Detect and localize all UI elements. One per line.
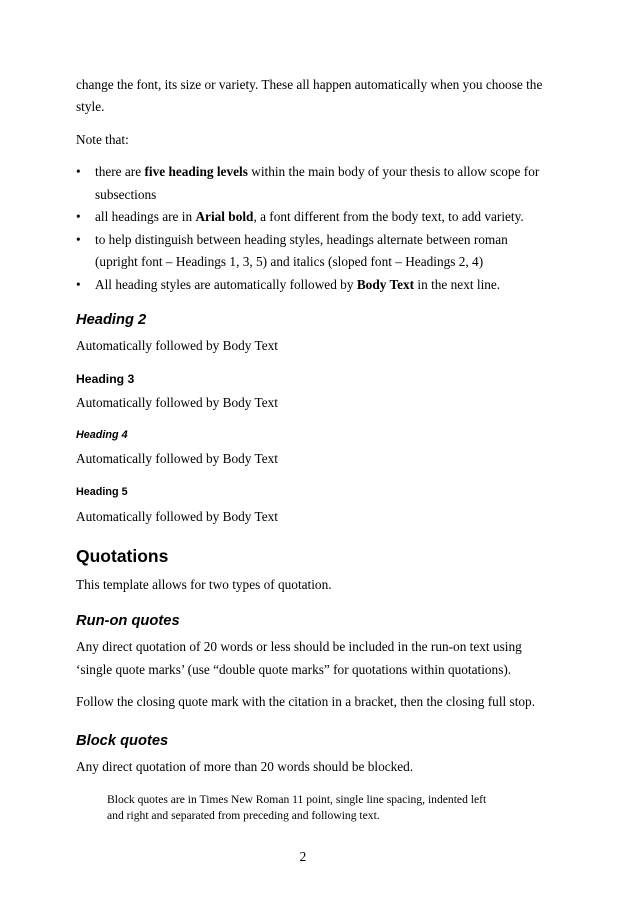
- heading-2-demo-body: Automatically followed by Body Text: [76, 338, 278, 353]
- run-on-para-1-line-1: Any direct quotation of 20 words or less should be included in the run-on text using: [76, 639, 522, 654]
- bullet-icon: •: [76, 231, 81, 247]
- bullet-text-post: , a font different from the body text, to add variety.: [253, 209, 524, 224]
- block-quotes-heading: Block quotes: [76, 733, 169, 749]
- bullet-text-post: within the main body of your thesis to allow scope for: [247, 164, 540, 179]
- bullet-list: [76, 161, 556, 296]
- bullet-item-body-text: [76, 274, 556, 297]
- bullet-item-arial-bold: [76, 206, 556, 229]
- heading-3-demo-body: Automatically followed by Body Text: [76, 395, 278, 410]
- block-quotes-intro: Any direct quotation of more than 20 words should be blocked.: [76, 759, 414, 774]
- run-on-quotes-heading: Run-on quotes: [76, 613, 180, 629]
- bullet-icon: •: [76, 276, 81, 292]
- bullet-text-bold: Arial bold: [195, 209, 254, 224]
- bullet-icon: •: [76, 164, 81, 179]
- heading-5-demo-title: Heading 5: [76, 486, 128, 498]
- heading-3-demo-title: Heading 3: [76, 372, 135, 386]
- bullet-text-pre: there are: [95, 164, 145, 179]
- note-label: Note that:: [76, 132, 129, 147]
- run-on-para-2: Follow the closing quote mark with the citation in a bracket, then the closing full stop.: [76, 694, 536, 709]
- heading-4-demo-title: Heading 4: [76, 429, 128, 441]
- bullet-icon: •: [76, 209, 81, 224]
- quotations-intro: This template allows for two types of quotation.: [76, 577, 332, 592]
- heading-4-demo-body: Automatically followed by Body Text: [76, 451, 278, 466]
- bullet-text-post: in the next line.: [414, 276, 501, 292]
- bullet-text-pre: all headings are in: [95, 209, 196, 224]
- page-number: 2: [299, 849, 307, 864]
- bullet-text-continuation: subsections: [95, 186, 157, 202]
- quotations-heading: Quotations: [76, 546, 169, 566]
- block-quote-line-1: Block quotes are in Times New Roman 11 point, single line spacing, indented left: [107, 793, 487, 806]
- heading-5-demo-body: Automatically followed by Body Text: [76, 509, 278, 524]
- heading-2-demo-title: Heading 2: [76, 312, 147, 328]
- bullet-item-roman-italics: [76, 229, 556, 274]
- run-on-para-1-line-2: ‘single quote marks’ (use “double quote marks” for quotations within quotations).: [76, 662, 512, 677]
- intro-line-2: style.: [76, 99, 105, 114]
- bullet-item-heading-levels: [76, 161, 556, 206]
- block-quote-line-2: and right and separated from preceding and following text.: [107, 809, 380, 822]
- bullet-text-bold: Body Text: [356, 276, 415, 292]
- bullet-text-continuation: (upright font – Headings 1, 3, 5) and italics (sloped font – Headings 2, 4): [95, 254, 484, 269]
- bullet-text-bold: five heading levels: [144, 164, 248, 179]
- bullet-text-pre: All heading styles are automatically followed by: [95, 276, 357, 292]
- bullet-text-pre: to help distinguish between heading styles, headings alternate between roman: [95, 231, 508, 247]
- intro-line-1: change the font, its size or variety. These all happen automatically when you choose the: [76, 77, 543, 92]
